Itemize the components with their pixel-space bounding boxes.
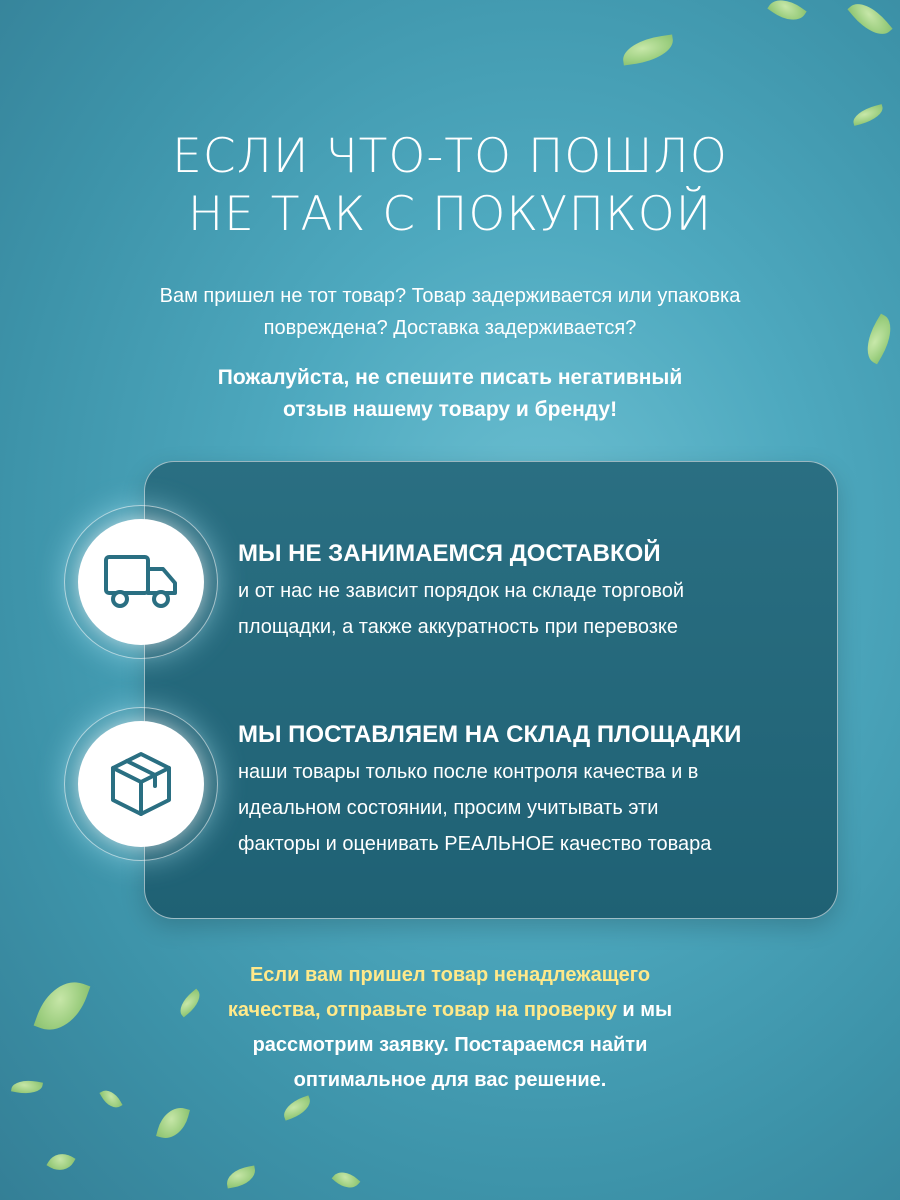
leaf-decoration — [847, 0, 892, 43]
leaf-decoration — [11, 1078, 43, 1097]
item-warehouse-text — [238, 754, 838, 862]
item-warehouse — [238, 720, 838, 862]
title-line-2: НЕ ТАК С ПОКУПКОЙ — [187, 187, 713, 242]
page-title — [0, 128, 900, 244]
warning-line-1: Пожалуйста, не спешите писать негативный — [217, 366, 683, 389]
intro-line-2: повреждена? Доставка задерживается? — [263, 317, 637, 339]
box-badge-circle — [78, 721, 204, 847]
truck-icon — [103, 551, 179, 613]
leaf-decoration — [46, 1148, 75, 1176]
item-warehouse-line-1: наши товары только после контроля качества и в — [238, 761, 699, 783]
leaf-decoration — [332, 1166, 361, 1194]
item-warehouse-line-2: идеальном состоянии, просим учитывать эти — [238, 797, 659, 819]
item-delivery-line-2: площадки, а также аккуратность при перевозке — [238, 616, 679, 638]
warning-line-2: отзыв нашему товару и бренду! — [282, 398, 618, 421]
leaf-decoration — [225, 1166, 258, 1189]
footer-line-3: рассмотрим заявку. Постараемся найти — [252, 1034, 648, 1056]
intro-text — [70, 280, 830, 344]
item-delivery-title: МЫ НЕ ЗАНИМАЕМСЯ ДОСТАВКОЙ — [238, 540, 661, 567]
footer-text — [150, 958, 750, 1098]
item-warehouse-line-3: факторы и оценивать РЕАЛЬНОЕ качество товара — [238, 833, 712, 855]
leaf-decoration — [621, 34, 676, 65]
leaf-decoration — [767, 0, 806, 28]
item-delivery — [238, 539, 838, 645]
footer-line-4: оптимальное для вас решение. — [293, 1069, 607, 1091]
footer-line-2-rest: и мы — [616, 999, 673, 1021]
item-warehouse-title: МЫ ПОСТАВЛЯЕМ НА СКЛАД ПЛОЩАДКИ — [238, 721, 742, 748]
footer-line-2-highlight: качества, отправьте товар на проверку — [227, 999, 617, 1021]
box-badge — [64, 707, 218, 861]
item-delivery-line-1: и от нас не зависит порядок на складе торговой — [238, 580, 685, 602]
leaf-decoration — [99, 1086, 122, 1112]
leaf-decoration — [851, 104, 886, 126]
footer-line-1: Если вам пришел товар ненадлежащего — [249, 964, 651, 986]
item-delivery-text — [238, 573, 838, 645]
leaf-decoration — [34, 973, 91, 1039]
leaf-decoration — [858, 314, 900, 365]
leaf-decoration — [156, 1103, 190, 1143]
box-icon — [105, 748, 177, 820]
truck-badge — [64, 505, 218, 659]
title-line-1: ЕСЛИ ЧТО-ТО ПОШЛО — [172, 129, 728, 184]
intro-line-1: Вам пришел не тот товар? Товар задерживается или упаковка — [159, 285, 741, 307]
leaf-decoration — [280, 1095, 314, 1120]
warning-text — [70, 362, 830, 426]
truck-badge-circle — [78, 519, 204, 645]
